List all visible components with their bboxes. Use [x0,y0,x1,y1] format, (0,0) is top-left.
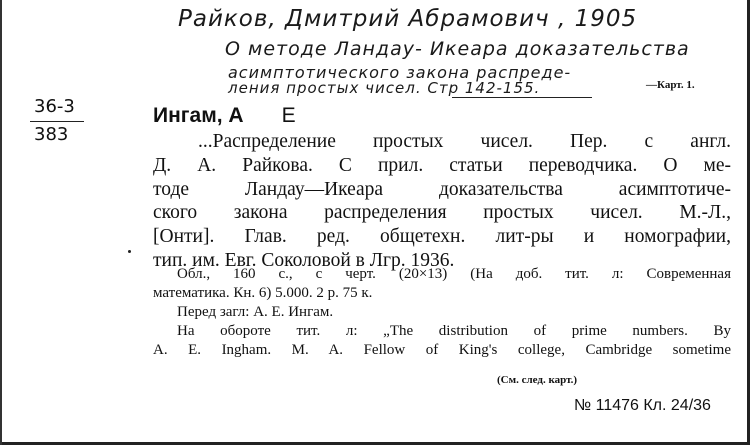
handwritten-title-line-1: О методе Ландау- Икеара доказательства [225,38,690,60]
note-line: A. E. Ingham. M. A. Fellow of King's college, Cambridge sometime [153,341,731,358]
body-line: ского закона распределения простых чисел. М.-Л., [153,202,731,224]
catalog-number: № 11476 Кл. 24/36 [574,397,711,414]
body-line: Д. А. Райкова. С прил. статьи переводчика. О ме- [153,154,731,176]
body-line: тоде Ландау—Икеара доказательства асимптотиче- [153,178,731,200]
shelfmark-bottom: 383 [34,124,69,145]
author-heading [153,104,296,128]
see-next-card: (См. след. карт.) [497,374,578,386]
note-verso [153,322,731,359]
shelfmark-divider [30,121,84,122]
note-line: На обороте тит. л: „The distribution of prime numbers. By [177,323,731,339]
title-description [153,130,731,273]
desc-line: Обл., 160 с., с черт. (20×13) (На доб. тит. л: Современная [177,266,731,282]
author-name: Ингам, А [153,104,244,127]
physical-description [153,265,731,302]
body-line: [Онти]. Глав. ред. общетехн. лит-ры и номографии, [153,226,731,248]
body-line: ...Распределение простых чисел. Пер. с англ. [198,131,731,152]
handwritten-title-line-3: ления простых чисел. Стр 142-155. [228,79,541,97]
card-reference: —Карт. 1. [646,79,695,91]
margin-dot [128,250,131,253]
note-before-title [153,303,731,322]
handwritten-author-line: Райков, Дмитрий Абрамович , 1905 [178,6,638,32]
note-line: Перед загл: А. Е. Ингам. [177,304,334,320]
handwritten-underline [452,97,592,98]
handwritten-title-line-2: асимптотического закона распреде- [228,63,572,82]
desc-line: математика. Кн. 6) 5.000. 2 р. 75 к. [153,284,373,301]
body-line: тип. им. Евг. Соколовой в Лгр. 1936. [153,249,455,271]
author-letter: Е [281,104,296,127]
shelfmark-top: 36-3 [34,96,75,117]
